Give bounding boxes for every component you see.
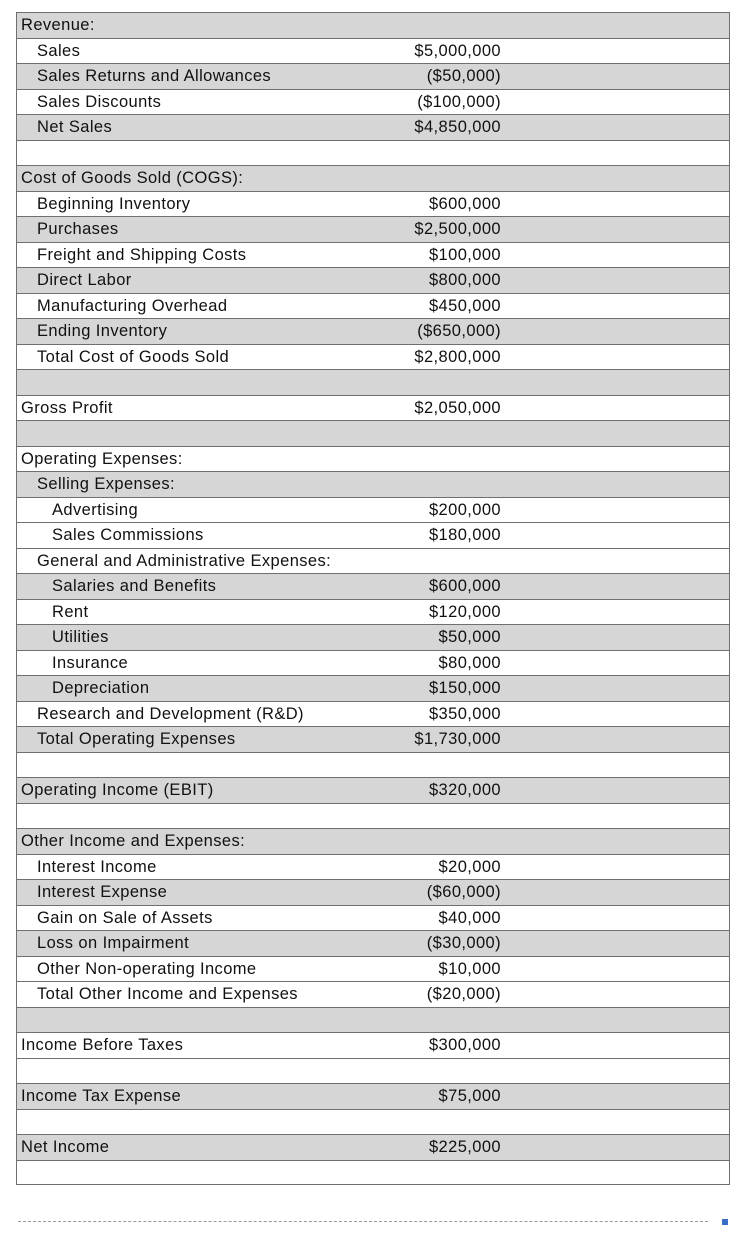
row-label: Sales Returns and Allowances	[37, 67, 272, 85]
table-row	[17, 420, 729, 446]
row-label: Revenue:	[21, 16, 95, 34]
row-label: Gain on Sale of Assets	[37, 908, 213, 927]
row-label: Other Non-operating Income	[37, 959, 257, 978]
row-label: Purchases	[37, 220, 119, 238]
row-label: Operating Income (EBIT)	[21, 781, 214, 799]
table-row	[17, 930, 729, 956]
table-row	[17, 267, 729, 293]
page-break-line	[18, 1221, 708, 1222]
table-row	[17, 599, 729, 625]
row-label: Ending Inventory	[37, 322, 168, 340]
row-label: Other Income and Expenses:	[21, 832, 246, 850]
row-label: Net Sales	[37, 118, 113, 136]
table-row	[17, 140, 729, 166]
row-label: Insurance	[52, 653, 129, 672]
table-row	[17, 344, 729, 370]
table-row	[17, 38, 729, 64]
row-value: $100,000	[428, 245, 501, 264]
row-label: Manufacturing Overhead	[37, 296, 228, 315]
table-row	[17, 905, 729, 931]
table-row	[17, 777, 729, 803]
row-value: $20,000	[438, 857, 501, 876]
row-label: Research and Development (R&D)	[37, 704, 304, 723]
table-row	[17, 216, 729, 242]
row-label: Operating Expenses:	[21, 449, 183, 468]
row-label: Income Tax Expense	[21, 1087, 182, 1105]
table-row	[17, 63, 729, 89]
row-value: $80,000	[438, 653, 501, 672]
row-value: $2,800,000	[414, 347, 501, 366]
income-statement-table	[16, 12, 730, 1185]
row-label: Direct Labor	[37, 271, 132, 289]
table-row	[17, 446, 729, 472]
row-label: Interest Income	[37, 857, 157, 876]
table-row	[17, 548, 729, 574]
row-value: ($50,000)	[426, 67, 501, 85]
row-value: ($650,000)	[417, 322, 501, 340]
row-value: $75,000	[438, 1087, 501, 1105]
row-label: Gross Profit	[21, 398, 113, 417]
table-row	[17, 191, 729, 217]
row-value: $450,000	[428, 296, 501, 315]
row-label: Advertising	[52, 500, 139, 519]
table-row	[17, 165, 729, 191]
table-row	[17, 318, 729, 344]
row-label: Income Before Taxes	[21, 1036, 184, 1054]
table-row	[17, 1032, 729, 1058]
table-row	[17, 624, 729, 650]
row-label: Depreciation	[52, 679, 150, 697]
table-row	[17, 1134, 729, 1160]
row-value: $300,000	[428, 1036, 501, 1054]
table-row	[17, 12, 729, 38]
table-row	[17, 573, 729, 599]
table-row	[17, 522, 729, 548]
row-value: $2,050,000	[414, 398, 501, 417]
table-row	[17, 752, 729, 778]
table-row	[17, 89, 729, 115]
table-row	[17, 981, 729, 1007]
row-label: Total Operating Expenses	[37, 730, 236, 748]
table-row	[17, 854, 729, 880]
table-row	[17, 1160, 729, 1186]
row-value: $120,000	[428, 602, 501, 621]
table-row	[17, 1083, 729, 1109]
row-value: $2,500,000	[414, 220, 501, 238]
row-value: ($20,000)	[426, 985, 501, 1003]
row-value: $800,000	[428, 271, 501, 289]
row-label: Interest Expense	[37, 883, 168, 901]
row-value: $225,000	[428, 1138, 501, 1156]
table-row	[17, 1058, 729, 1084]
row-value: $350,000	[428, 704, 501, 723]
row-value: $40,000	[438, 908, 501, 927]
table-row	[17, 879, 729, 905]
row-label: Beginning Inventory	[37, 194, 191, 213]
table-row	[17, 242, 729, 268]
table-row	[17, 956, 729, 982]
row-value: $4,850,000	[414, 118, 501, 136]
row-label: Sales	[37, 41, 81, 60]
table-row	[17, 395, 729, 421]
row-label: Freight and Shipping Costs	[37, 245, 247, 264]
row-value: ($30,000)	[426, 934, 501, 952]
table-row	[17, 114, 729, 140]
row-label: Cost of Goods Sold (COGS):	[21, 169, 244, 187]
row-value: $180,000	[428, 526, 501, 544]
row-label: Total Cost of Goods Sold	[37, 347, 230, 366]
row-value: ($100,000)	[417, 92, 501, 111]
table-row	[17, 828, 729, 854]
row-value: $50,000	[438, 628, 501, 646]
row-label: Total Other Income and Expenses	[37, 985, 298, 1003]
table-row	[17, 471, 729, 497]
row-label: Loss on Impairment	[37, 934, 190, 952]
row-value: $10,000	[438, 959, 501, 978]
table-row	[17, 803, 729, 829]
row-value: $150,000	[428, 679, 501, 697]
fill-handle[interactable]	[722, 1219, 728, 1225]
row-value: $320,000	[428, 781, 501, 799]
row-label: Rent	[52, 602, 89, 621]
row-value: $5,000,000	[414, 41, 501, 60]
table-row	[17, 650, 729, 676]
row-label: Salaries and Benefits	[52, 577, 217, 595]
table-row	[17, 675, 729, 701]
row-label: Sales Commissions	[52, 526, 204, 544]
row-value: $1,730,000	[414, 730, 501, 748]
table-row	[17, 726, 729, 752]
table-row	[17, 293, 729, 319]
row-label: Sales Discounts	[37, 92, 162, 111]
row-label: Net Income	[21, 1138, 110, 1156]
row-value: $600,000	[428, 577, 501, 595]
row-value: $200,000	[428, 500, 501, 519]
table-row	[17, 1007, 729, 1033]
row-label: General and Administrative Expenses:	[37, 551, 332, 570]
table-row	[17, 1109, 729, 1135]
row-label: Utilities	[52, 628, 109, 646]
row-label: Selling Expenses:	[37, 475, 175, 493]
table-row	[17, 701, 729, 727]
table-row	[17, 497, 729, 523]
row-value: ($60,000)	[426, 883, 501, 901]
table-row	[17, 369, 729, 395]
row-value: $600,000	[428, 194, 501, 213]
